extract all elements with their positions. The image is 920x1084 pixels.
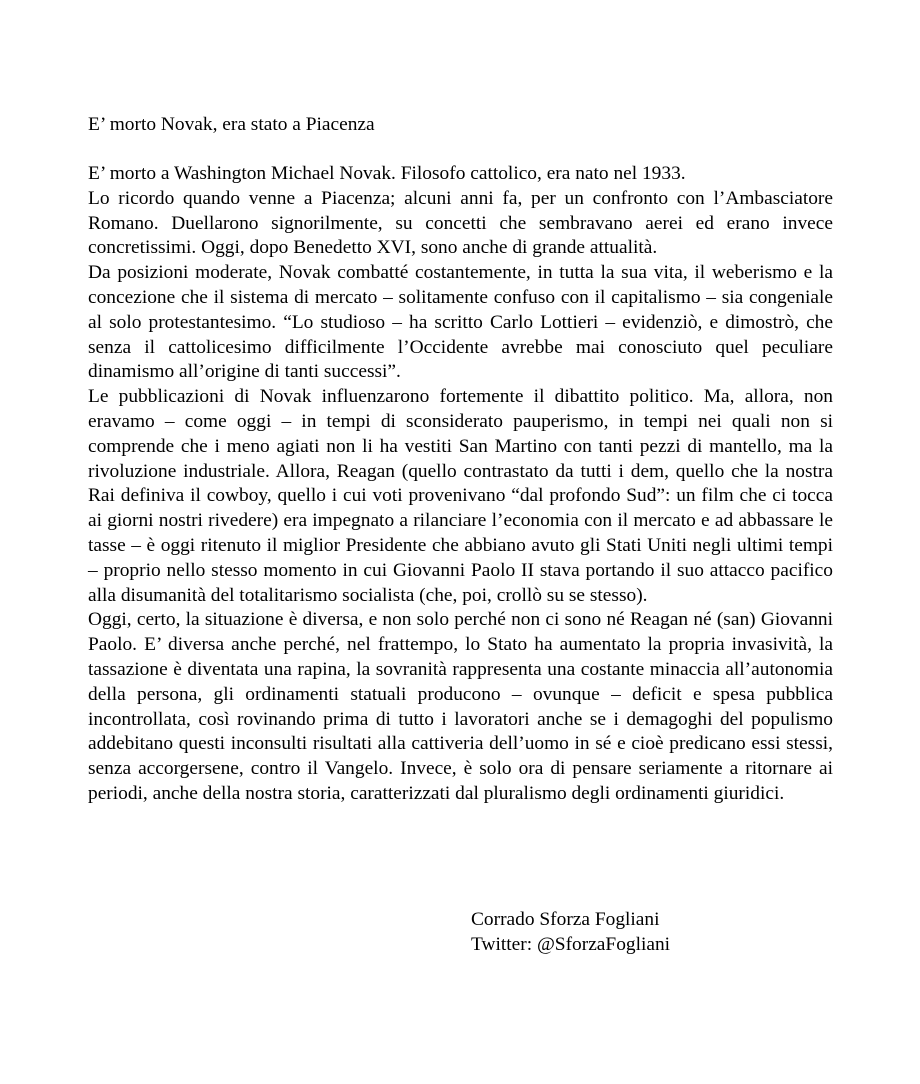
signature-block (471, 908, 670, 958)
article-paragraph: E’ morto a Washington Michael Novak. Filosofo cattolico, era nato nel 1933. (88, 163, 686, 184)
author-name: Corrado Sforza Fogliani (471, 909, 660, 930)
article-title: E’ morto Novak, era stato a Piacenza (88, 114, 375, 135)
article-body (88, 162, 833, 807)
article-paragraph: Oggi, certo, la situazione è diversa, e non solo perché non ci sono né Reagan né (san) Giovanni Paolo. E’ diversa anche perché, nel frattempo, lo Stato ha aumentato la propria invasività, la tassazione è diventata una rapina, la sovranità rappresenta una costante minaccia all’autonomia della persona, gli ordinamenti statuali producono – ovunque – deficit e spesa pubblica incontrollata, così rovinando prima di tutto i lavoratori anche se i demagoghi del populismo addebitano questi inconsulti risultati alla cattiveria dell’uomo in sé e cioè predicano essi stessi, senza accorgersene, contro il Vangelo. Invece, è solo ora di pensare seriamente a ritornare ai periodi, anche della nostra storia, caratterizzati dal pluralismo degli ordinamenti giuridici. (88, 609, 833, 804)
article-paragraph: Lo ricordo quando venne a Piacenza; alcuni anni fa, per un confronto con l’Ambasciatore Romano. Duellarono signorilmente, su concetti che sembravano aerei ed erano invece concretissimi. Oggi, dopo Benedetto XVI, sono anche di grande attualità. (88, 187, 833, 259)
article-paragraph: Da posizioni moderate, Novak combatté costantemente, in tutta la sua vita, il weberismo e la concezione che il sistema di mercato – solitamente confuso con il capitalismo – sia congeniale al solo protestantesimo. “Lo studioso – ha scritto Carlo Lottieri – evidenziò, e dimostrò, che senza il cattolicesimo difficilmente l’Occidente avrebbe mai conosciuto quel peculiare dinamismo all’origine di tanti successi”. (88, 262, 833, 383)
author-twitter: Twitter: @SforzaFogliani (471, 933, 671, 955)
article-paragraph: Le pubblicazioni di Novak influenzarono fortemente il dibattito politico. Ma, allora, non eravamo – come oggi – in tempi di sconsiderato pauperismo, in tempi nei quali non si comprende che i meno agiati non li ha vestiti San Martino con tanti pezzi di mantello, ma la rivoluzione industriale. Allora, Reagan (quello contrastato da tutti i dem, quello che la nostra Rai definiva il cowboy, quello i cui voti provenivano “dal profondo Sud”: un film che ci tocca ai giorni nostri rivedere) era impegnato a rilanciare l’economia con il mercato e ad abbassare le tasse – è oggi ritenuto il miglior Presidente che abbiano avuto gli Stati Uniti negli ultimi tempi – proprio nello stesso momento in cui Giovanni Paolo II stava portando il suo attacco pacifico alla disumanità del totalitarismo socialista (che, poi, crollò su se stesso). (88, 386, 833, 606)
